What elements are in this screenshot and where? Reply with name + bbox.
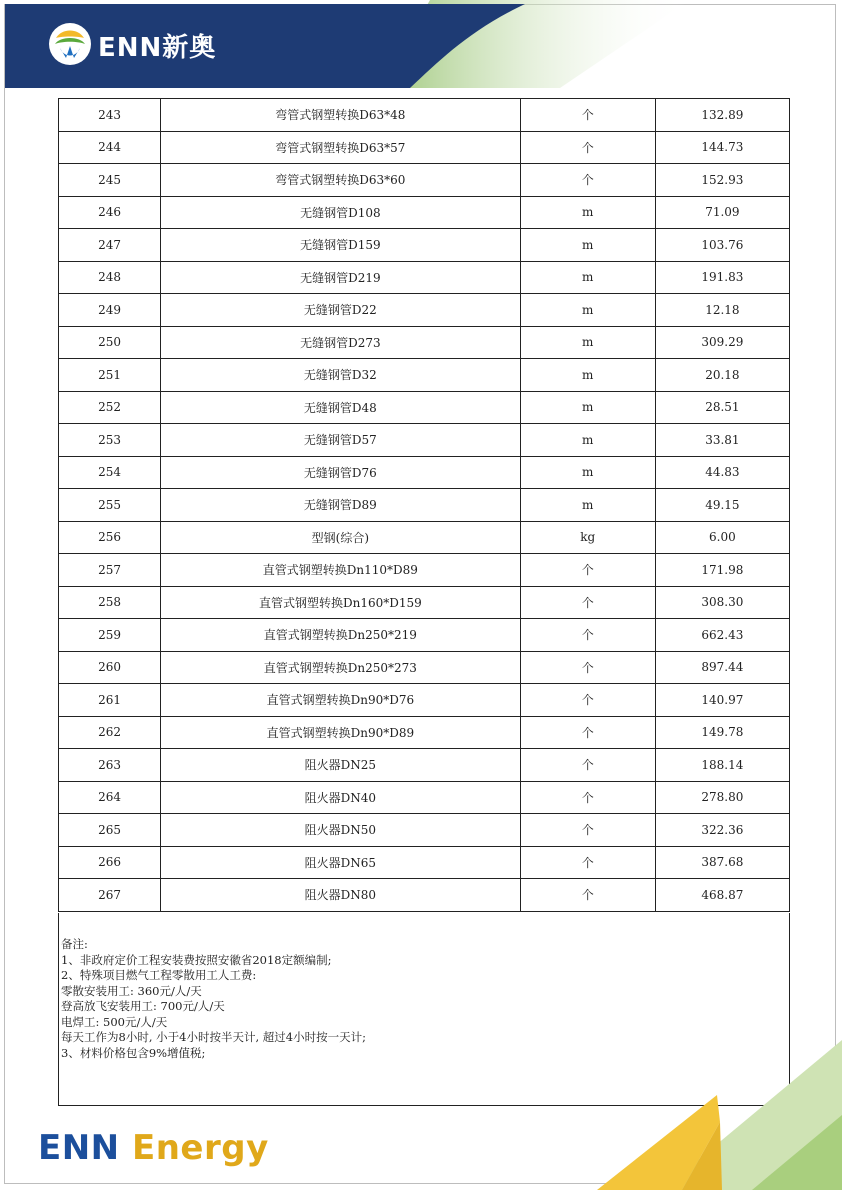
- cell-unit: 个: [520, 586, 655, 619]
- table-row: [59, 781, 790, 814]
- cell-number: 248: [59, 261, 161, 294]
- table-row: [59, 424, 790, 457]
- cell-number: 252: [59, 391, 161, 424]
- table-row: [59, 716, 790, 749]
- cell-price: 103.76: [655, 229, 789, 262]
- cell-price: 28.51: [655, 391, 789, 424]
- table-row: [59, 684, 790, 717]
- cell-price: 308.30: [655, 586, 789, 619]
- cell-price: 309.29: [655, 326, 789, 359]
- cell-price: 140.97: [655, 684, 789, 717]
- table-row: [59, 391, 790, 424]
- cell-number: 253: [59, 424, 161, 457]
- cell-number: 246: [59, 196, 161, 229]
- cell-number: 245: [59, 164, 161, 197]
- cell-number: 256: [59, 521, 161, 554]
- table-row: [59, 359, 790, 392]
- cell-item-name: 阻火器DN50: [161, 814, 520, 847]
- cell-number: 257: [59, 554, 161, 587]
- cell-unit: m: [520, 261, 655, 294]
- cell-number: 243: [59, 99, 161, 132]
- cell-price: 897.44: [655, 651, 789, 684]
- cell-price: 191.83: [655, 261, 789, 294]
- cell-price: 171.98: [655, 554, 789, 587]
- cell-item-name: 阻火器DN80: [161, 879, 520, 912]
- cell-item-name: 无缝钢管D48: [161, 391, 520, 424]
- cell-price: 132.89: [655, 99, 789, 132]
- cell-price: 6.00: [655, 521, 789, 554]
- cell-price: 49.15: [655, 489, 789, 522]
- cell-unit: 个: [520, 164, 655, 197]
- cell-price: 33.81: [655, 424, 789, 457]
- cell-price: 387.68: [655, 846, 789, 879]
- cell-number: 254: [59, 456, 161, 489]
- cell-number: 247: [59, 229, 161, 262]
- cell-unit: 个: [520, 879, 655, 912]
- table-row: [59, 814, 790, 847]
- cell-item-name: 直管式钢塑转换Dn90*D76: [161, 684, 520, 717]
- cell-unit: m: [520, 424, 655, 457]
- cell-number: 260: [59, 651, 161, 684]
- cell-price: 149.78: [655, 716, 789, 749]
- cell-unit: 个: [520, 99, 655, 132]
- cell-price: 20.18: [655, 359, 789, 392]
- table-row: [59, 326, 790, 359]
- cell-unit: 个: [520, 716, 655, 749]
- cell-item-name: 直管式钢塑转换Dn90*D89: [161, 716, 520, 749]
- cell-unit: m: [520, 294, 655, 327]
- cell-unit: kg: [520, 521, 655, 554]
- cell-unit: 个: [520, 781, 655, 814]
- cell-unit: m: [520, 196, 655, 229]
- note-line: 2、特殊项目燃气工程零散用工人工费:: [61, 968, 257, 982]
- footer-brand-enn: ENN: [38, 1128, 120, 1168]
- table-row: [59, 879, 790, 912]
- table-row: [59, 99, 790, 132]
- cell-price: 152.93: [655, 164, 789, 197]
- footer-brand: [38, 1128, 269, 1168]
- cell-number: 251: [59, 359, 161, 392]
- cell-unit: 个: [520, 846, 655, 879]
- cell-item-name: 无缝钢管D273: [161, 326, 520, 359]
- cell-unit: m: [520, 456, 655, 489]
- note-line: 每天工作为8小时, 小于4小时按半天计, 超过4小时按一天计;: [61, 1030, 366, 1044]
- cell-unit: 个: [520, 651, 655, 684]
- cell-price: 144.73: [655, 131, 789, 164]
- cell-item-name: 无缝钢管D76: [161, 456, 520, 489]
- table-row: [59, 456, 790, 489]
- note-line: 备注:: [61, 937, 88, 951]
- cell-unit: m: [520, 391, 655, 424]
- cell-item-name: 无缝钢管D159: [161, 229, 520, 262]
- cell-item-name: 直管式钢塑转换Dn250*219: [161, 619, 520, 652]
- cell-item-name: 阻火器DN40: [161, 781, 520, 814]
- note-line: 3、材料价格包含9%增值税;: [61, 1045, 206, 1060]
- cell-item-name: 无缝钢管D219: [161, 261, 520, 294]
- table-row: [59, 554, 790, 587]
- cell-number: 263: [59, 749, 161, 782]
- cell-price: 12.18: [655, 294, 789, 327]
- cell-unit: 个: [520, 619, 655, 652]
- table-row: [59, 619, 790, 652]
- cell-item-name: 直管式钢塑转换Dn250*273: [161, 651, 520, 684]
- cell-price: 188.14: [655, 749, 789, 782]
- table-row: [59, 229, 790, 262]
- cell-price: 44.83: [655, 456, 789, 489]
- cell-number: 259: [59, 619, 161, 652]
- footer-brand-energy: Energy: [131, 1128, 269, 1168]
- cell-item-name: 无缝钢管D22: [161, 294, 520, 327]
- table-row: [59, 131, 790, 164]
- cell-item-name: 弯管式钢塑转换D63*48: [161, 99, 520, 132]
- cell-number: 258: [59, 586, 161, 619]
- cell-price: 71.09: [655, 196, 789, 229]
- cell-number: 262: [59, 716, 161, 749]
- cell-number: 267: [59, 879, 161, 912]
- cell-item-name: 弯管式钢塑转换D63*57: [161, 131, 520, 164]
- cell-price: 322.36: [655, 814, 789, 847]
- table-row: [59, 261, 790, 294]
- price-table: [58, 98, 790, 912]
- footer-decoration: [542, 1020, 842, 1190]
- price-table-body: [59, 99, 790, 912]
- cell-number: 244: [59, 131, 161, 164]
- cell-number: 249: [59, 294, 161, 327]
- table-row: [59, 521, 790, 554]
- cell-unit: 个: [520, 131, 655, 164]
- table-row: [59, 294, 790, 327]
- table-row: [59, 749, 790, 782]
- cell-item-name: 阻火器DN25: [161, 749, 520, 782]
- table-row: [59, 586, 790, 619]
- cell-unit: m: [520, 229, 655, 262]
- table-row: [59, 846, 790, 879]
- table-row: [59, 164, 790, 197]
- cell-item-name: 无缝钢管D89: [161, 489, 520, 522]
- cell-item-name: 直管式钢塑转换Dn110*D89: [161, 554, 520, 587]
- note-line: 零散安装用工: 360元/人/天: [61, 983, 202, 998]
- header-logo-text: ENN新奥: [98, 33, 217, 63]
- cell-unit: 个: [520, 749, 655, 782]
- table-row: [59, 489, 790, 522]
- note-line: 1、非政府定价工程安装费按照安徽省2018定额编制;: [61, 952, 332, 967]
- cell-unit: m: [520, 326, 655, 359]
- cell-item-name: 无缝钢管D108: [161, 196, 520, 229]
- cell-unit: m: [520, 359, 655, 392]
- note-line: 电焊工: 500元/人/天: [61, 1014, 168, 1029]
- cell-number: 261: [59, 684, 161, 717]
- cell-item-name: 无缝钢管D32: [161, 359, 520, 392]
- cell-unit: 个: [520, 814, 655, 847]
- cell-item-name: 阻火器DN65: [161, 846, 520, 879]
- cell-unit: m: [520, 489, 655, 522]
- cell-unit: 个: [520, 554, 655, 587]
- cell-number: 255: [59, 489, 161, 522]
- cell-number: 265: [59, 814, 161, 847]
- table-row: [59, 196, 790, 229]
- cell-number: 264: [59, 781, 161, 814]
- cell-price: 468.87: [655, 879, 789, 912]
- table-row: [59, 651, 790, 684]
- cell-unit: 个: [520, 684, 655, 717]
- note-line: 登高放飞安装用工: 700元/人/天: [61, 999, 225, 1013]
- enn-logo-icon: [48, 22, 92, 66]
- cell-item-name: 无缝钢管D57: [161, 424, 520, 457]
- cell-price: 662.43: [655, 619, 789, 652]
- cell-number: 266: [59, 846, 161, 879]
- cell-price: 278.80: [655, 781, 789, 814]
- cell-item-name: 弯管式钢塑转换D63*60: [161, 164, 520, 197]
- cell-number: 250: [59, 326, 161, 359]
- cell-item-name: 直管式钢塑转换Dn160*D159: [161, 586, 520, 619]
- cell-item-name: 型钢(综合): [161, 521, 520, 554]
